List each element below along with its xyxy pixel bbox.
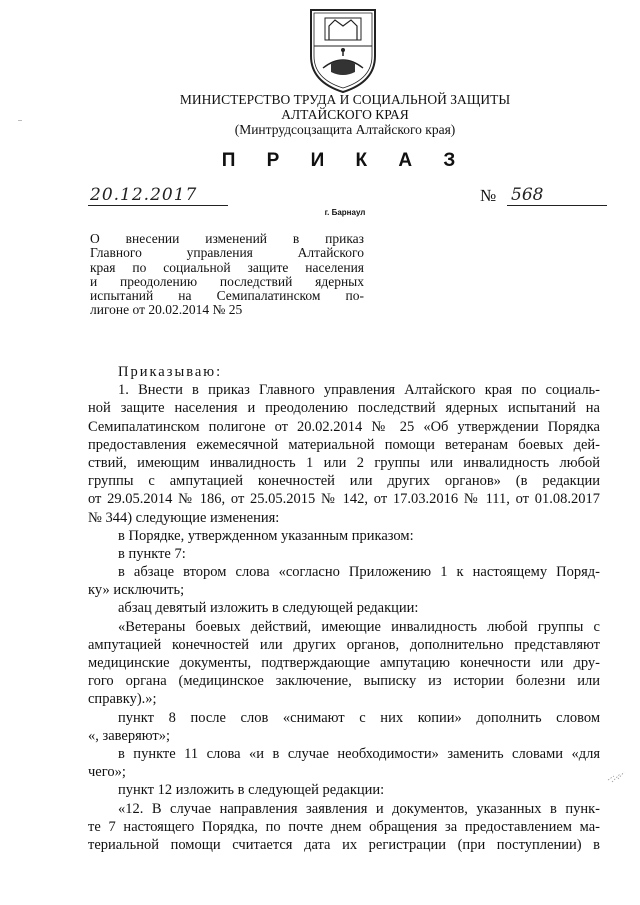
body-line: справку).»; <box>88 691 157 708</box>
body-line: абзац девятый изложить в следующей редакции: <box>118 600 419 617</box>
body-line: в абзаце втором слова «согласно Приложению 1 к настоящему Поряд- <box>118 564 600 581</box>
body-line: чего»; <box>88 764 126 781</box>
body-line: в пункте 11 слова «и в случае необходимости» заменить словами «для <box>118 745 600 762</box>
ministry-name-line2: АЛТАЙСКОГО КРАЯ <box>281 107 409 122</box>
subject-line: лигоне от 20.02.2014 № 25 <box>90 302 243 318</box>
subject-line: и преодолению последствий ядерных <box>90 273 364 289</box>
body-line: медицинские документы, подтверждающие ампутацию конечности или дру- <box>88 655 600 671</box>
body-line: гого органа (медицинское заключение, выписку из истории болезни или <box>88 673 600 690</box>
ministry-short-name: (Минтрудсоцзащита Алтайского края) <box>234 122 456 137</box>
body-line: ной защите населения и преодолению последствий ядерных испытаний на <box>88 400 600 417</box>
order-date: 20.12.2017 <box>88 185 228 206</box>
body-line: 1. Внести в приказ Главного управления Алтайского края по социаль- <box>118 382 600 399</box>
body-line: Семипалатинском полигоне от 20.02.2014 № 25 «Об утверждении Порядка <box>88 418 600 435</box>
subject-line: О внесении изменений в приказ <box>90 231 364 246</box>
body-line: «12. В случае направления заявления и документов, указанных в пунк- <box>118 800 600 817</box>
document-type-title: П Р И К А З <box>221 150 469 171</box>
order-subject <box>90 232 364 318</box>
margin-mark <box>18 120 22 121</box>
body-line: в пункте 7: <box>118 545 186 562</box>
body-line: № 344) следующие изменения: <box>88 509 280 526</box>
body-line: пункт 12 изложить в следующей редакции: <box>118 782 385 799</box>
ministry-name-line1: МИНИСТЕРСТВО ТРУДА И СОЦИАЛЬНОЙ ЗАЩИТЫ <box>179 92 511 107</box>
ministry-header <box>150 92 540 137</box>
body-line: пункт 8 после слов «снимают с них копии» дополнить словом <box>118 709 600 726</box>
body-line: ствий, имеющим инвалидность 1 или 2 группы или инвалидность любой <box>88 454 600 471</box>
body-line: те 7 настоящего Порядка, по почте днем обращения за предоставлением ма- <box>88 818 600 835</box>
body-line: предоставления ежемесячной материальной помощи ветеранам боевых дей- <box>88 436 600 453</box>
body-line: от 29.05.2014 № 186, от 25.05.2015 № 142, от 17.03.2016 № 111, от 01.08.2017 <box>88 491 600 508</box>
order-number-label: № <box>480 186 497 205</box>
order-body <box>88 363 600 854</box>
body-line: ку» исключить; <box>88 582 185 599</box>
body-line: териальной помощи считается дата их регистрации (при поступлении) в <box>88 836 600 853</box>
body-line: в Порядке, утвержденном указанным приказом: <box>118 527 414 544</box>
order-intro: Приказываю: <box>118 364 223 380</box>
city-label: г. Барнаул <box>324 208 366 217</box>
body-line: ампутацией конечностей или других органов, дополнительно представляют <box>88 636 600 653</box>
subject-line: Главного управления Алтайского <box>90 245 364 261</box>
body-line: группы с ампутацией конечностей или других органов» (в редакции <box>88 473 600 490</box>
coat-of-arms-icon <box>305 6 381 94</box>
body-line: «Ветераны боевых действий, имеющие инвалидность любой группы с <box>118 618 600 635</box>
subject-line: края по социальной защите населения <box>90 259 364 275</box>
scan-artifact-mark <box>606 770 626 784</box>
body-line: «, заверяют»; <box>88 727 171 744</box>
order-number: 568 <box>507 185 607 206</box>
subject-line: испытаний на Семипалатинском по- <box>90 288 364 304</box>
